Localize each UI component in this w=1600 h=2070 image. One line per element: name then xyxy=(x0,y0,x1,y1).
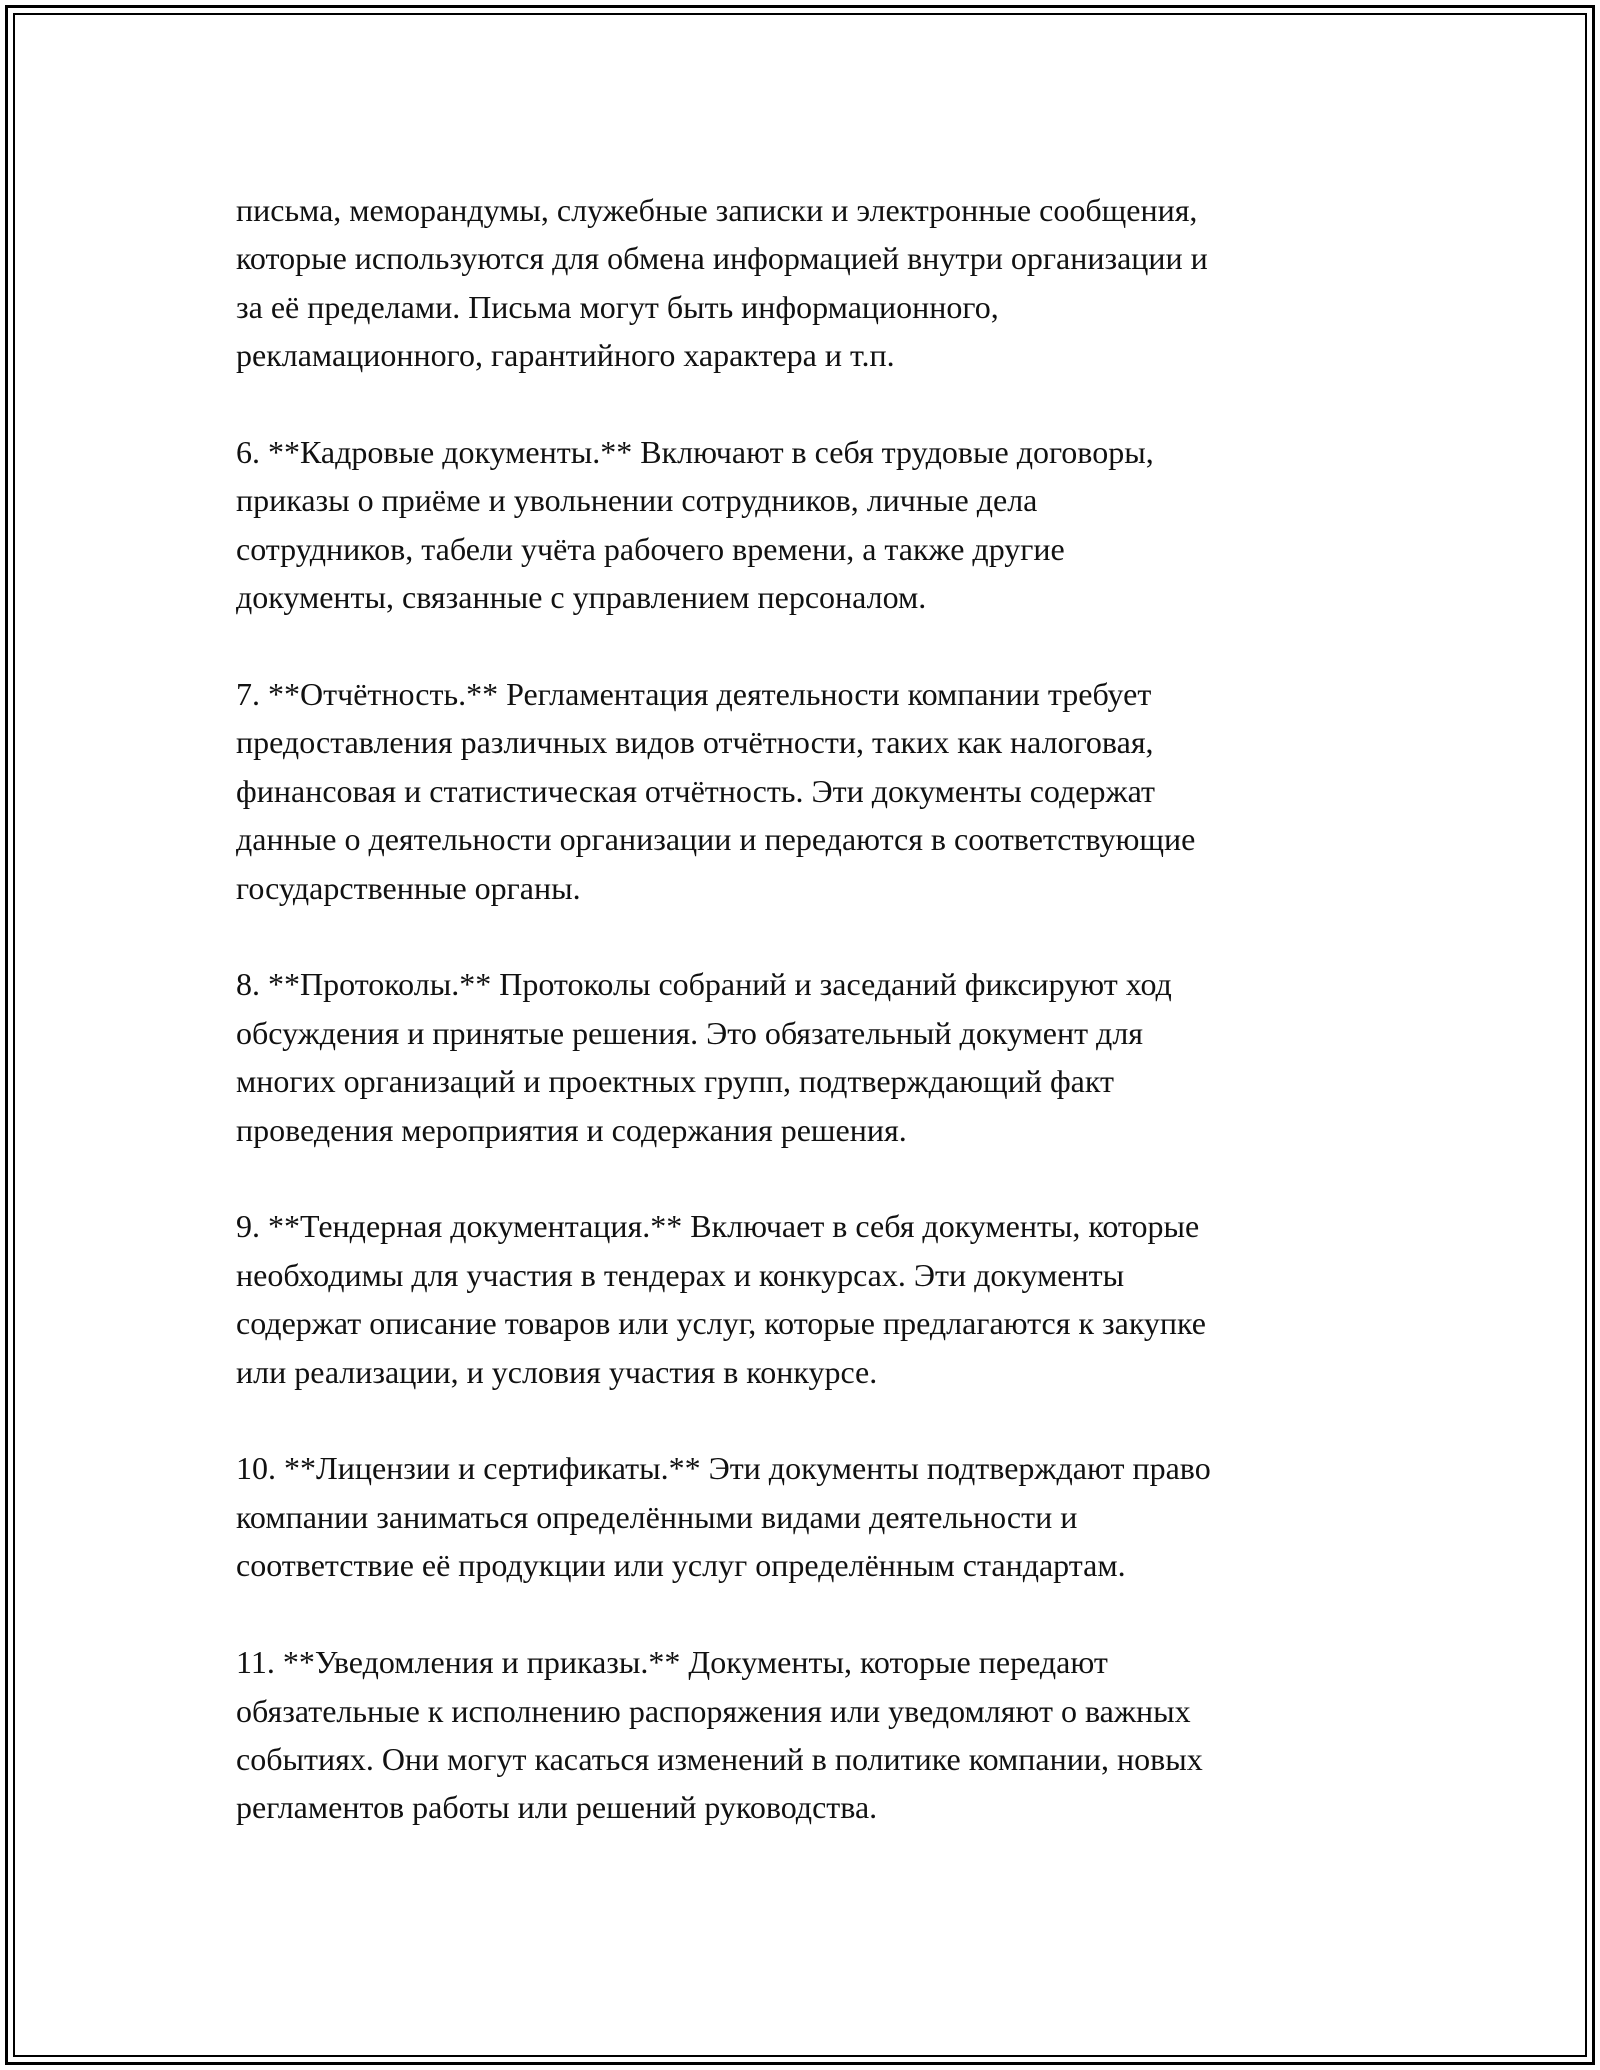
text-line: сотрудников, табели учёта рабочего времени, а также другие xyxy=(236,530,1065,567)
text-line: предоставления различных видов отчётности, таких как налоговая, xyxy=(236,724,1154,761)
text-line: документы, связанные с управлением персоналом. xyxy=(236,579,927,616)
text-line: 6. **Кадровые документы.** Включают в себя трудовые договоры, xyxy=(236,434,1154,471)
text-line: письма, меморандумы, служебные записки и электронные сообщения, xyxy=(236,192,1198,228)
paragraph-item-7 xyxy=(236,670,1366,912)
text-line: 7. **Отчётность.** Регламентация деятельности компании требует xyxy=(236,676,1152,713)
paragraph-item-6 xyxy=(236,428,1366,622)
text-line: за её пределами. Письма могут быть информационного, xyxy=(236,288,999,325)
text-line: финансовая и статистическая отчётность. Эти документы содержат xyxy=(236,772,1155,809)
paragraph-item-8 xyxy=(236,960,1366,1154)
text-line: приказы о приёме и увольнении сотрудников, личные дела xyxy=(236,482,1038,519)
text-line: 10. **Лицензии и сертификаты.** Эти документы подтверждают право xyxy=(236,1450,1211,1487)
text-line: рекламационного, гарантийного характера и т.п. xyxy=(236,337,895,374)
text-line: обязательные к исполнению распоряжения или уведомляют о важных xyxy=(236,1692,1191,1729)
text-line: или реализации, и условия участия в конкурсе. xyxy=(236,1353,878,1390)
paragraph-item-9 xyxy=(236,1202,1366,1396)
document-body xyxy=(236,186,1366,1880)
text-line: событиях. Они могут касаться изменений в политике компании, новых xyxy=(236,1740,1203,1777)
text-line: государственные органы. xyxy=(236,869,581,906)
text-line: данные о деятельности организации и передаются в соответствующие xyxy=(236,821,1196,858)
text-line: 11. **Уведомления и приказы.** Документы, которые передают xyxy=(236,1644,1108,1681)
text-line: 9. **Тендерная документация.** Включает в себя документы, которые xyxy=(236,1208,1200,1245)
text-line: соответствие её продукции или услуг определённым стандартам. xyxy=(236,1547,1126,1584)
text-line: содержат описание товаров или услуг, которые предлагаются к закупке xyxy=(236,1305,1206,1342)
text-line: регламентов работы или решений руководства. xyxy=(236,1789,878,1826)
paragraph-item-11 xyxy=(236,1638,1366,1832)
text-line: необходимы для участия в тендерах и конкурсах. Эти документы xyxy=(236,1256,1125,1293)
text-line: компании заниматься определёнными видами деятельности и xyxy=(236,1498,1078,1535)
text-line: обсуждения и принятые решения. Это обязательный документ для xyxy=(236,1014,1144,1051)
text-line: которые используются для обмена информацией внутри организации и xyxy=(236,240,1208,277)
paragraph-letters-continued xyxy=(236,186,1366,380)
text-line: многих организаций и проектных групп, подтверждающий факт xyxy=(236,1063,1114,1100)
text-line: проведения мероприятия и содержания решения. xyxy=(236,1111,907,1148)
text-line: 8. **Протоколы.** Протоколы собраний и заседаний фиксируют ход xyxy=(236,966,1172,1003)
paragraph-item-10 xyxy=(236,1444,1366,1589)
